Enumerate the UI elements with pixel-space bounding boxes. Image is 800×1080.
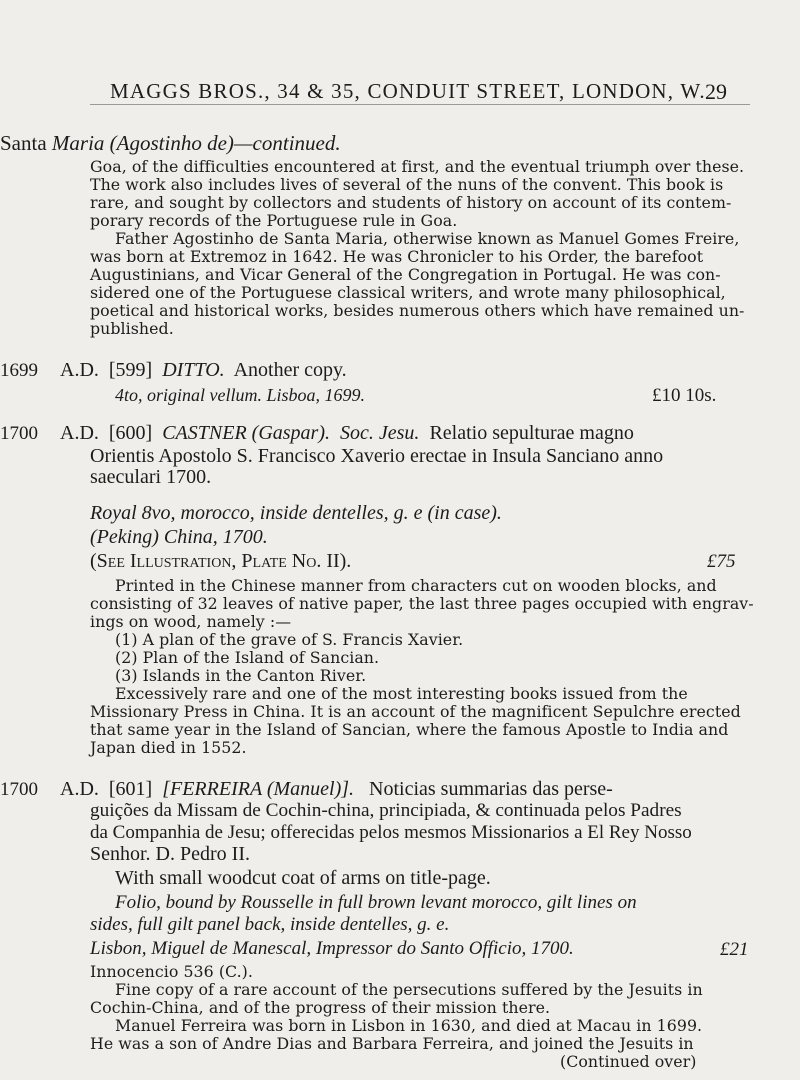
entry-note: ings on wood, namely :—	[90, 612, 292, 632]
entry-note: consisting of 32 leaves of native paper, the last three pages occupied with engrav-	[90, 594, 754, 614]
page-number: 29	[705, 78, 727, 104]
entry-description: With small woodcut coat of arms on title-page.	[115, 866, 491, 889]
entry-reference: Innocencio 536 (C.).	[90, 962, 253, 982]
entry-binding: sides, full gilt panel back, inside dentelles, g. e.	[90, 914, 450, 936]
heading-italic: Maria (Agostinho de)—continued.	[51, 130, 341, 155]
entry-note: Manuel Ferreira was born in Lisbon in 1630, and died at Macau in 1699.	[115, 1016, 703, 1036]
entry-price: £10 10s.	[652, 384, 717, 406]
continuation-line: The work also includes lives of several of the nuns of the convent. This book is	[90, 175, 724, 195]
entry-price: £75	[707, 551, 736, 573]
entry-year: 1700	[0, 423, 38, 445]
continuation-line: published.	[90, 319, 174, 339]
entry-note: (3) Islands in the Canton River.	[115, 666, 367, 686]
entry-title-line: guições da Missam de Cochin-china, principiada, & continuada pelos Padres	[90, 800, 682, 822]
heading-name: Santa	[0, 130, 47, 155]
entry-note: Fine copy of a rare account of the persecutions suffered by the Jesuits in	[115, 980, 703, 1000]
continuation-heading	[0, 130, 341, 155]
entry-format: 4to, original vellum. Lisboa, 1699.	[115, 384, 366, 405]
continuation-line: sidered one of the Portuguese classical writers, and wrote many philosophical,	[90, 283, 726, 303]
entry-note: Cochin-China, and of the progress of their mission there.	[90, 998, 551, 1018]
entry-binding: Folio, bound by Rousselle in full brown levant morocco, gilt lines on	[115, 891, 637, 913]
entry-title-line: Orientis Apostolo S. Francisco Xaverio erectae in Insula Sanciano anno	[90, 444, 664, 467]
entry-heading: A.D. [600] CASTNER (Gaspar). Soc. Jesu. Relatio sepulturae magno	[60, 422, 634, 445]
entry-note: Printed in the Chinese manner from characters cut on wooden blocks, and	[115, 576, 717, 596]
entry-heading: A.D. [601] [FERREIRA (Manuel)]. Noticias summarias das perse-	[60, 777, 613, 800]
entry-note: (1) A plan of the grave of S. Francis Xavier.	[115, 630, 464, 650]
continuation-line: rare, and sought by collectors and students of history on account of its contem-	[90, 193, 732, 213]
entry-binding: Royal 8vo, morocco, inside dentelles, g. e (in case).	[90, 502, 502, 525]
entry-note: Japan died in 1552.	[90, 738, 247, 758]
entry-imprint: Lisbon, Miguel de Manescal, Impressor do Santo Officio, 1700.	[90, 937, 574, 959]
entry-note: Missionary Press in China. It is an account of the magnificent Sepulchre erected	[90, 702, 741, 722]
entry-title-line: da Companhia de Jesu; offerecidas pelos mesmos Missionarios a El Rey Nosso	[90, 821, 692, 843]
entry-title-line: Senhor. D. Pedro II.	[90, 843, 250, 866]
continuation-line: Augustinians, and Vicar General of the Congregation in Portugal. He was con-	[90, 265, 721, 285]
continuation-line: poetical and historical works, besides numerous others which have remained un-	[90, 301, 745, 321]
entry-note: that same year in the Island of Sancian, where the famous Apostle to India and	[90, 720, 729, 740]
entry-price: £21	[720, 938, 749, 960]
entry-year: 1700	[0, 778, 38, 800]
continued-note: (Continued over)	[560, 1052, 697, 1071]
header-rule	[90, 104, 750, 105]
continuation-line: Goa, of the difficulties encountered at first, and the eventual triumph over these.	[90, 157, 745, 177]
entry-note: (2) Plan of the Island of Sancian.	[115, 648, 380, 668]
entry-see-plate: (See Illustration, Plate No. II).	[90, 550, 352, 573]
entry-heading: A.D. [599] DITTO. Another copy.	[60, 358, 347, 381]
page-header: MAGGS BROS., 34 & 35, CONDUIT STREET, LONDON, W.	[110, 78, 706, 103]
entry-title-line: saeculari 1700.	[90, 466, 212, 489]
entry-note: Excessively rare and one of the most interesting books issued from the	[115, 684, 688, 704]
continuation-line: was born at Extremoz in 1642. He was Chronicler to his Order, the barefoot	[90, 247, 704, 267]
entry-imprint: (Peking) China, 1700.	[90, 525, 268, 548]
entry-note: He was a son of Andre Dias and Barbara Ferreira, and joined the Jesuits in	[90, 1034, 694, 1054]
continuation-line: porary records of the Portuguese rule in Goa.	[90, 211, 458, 231]
continuation-line: Father Agostinho de Santa Maria, otherwise known as Manuel Gomes Freire,	[115, 229, 740, 249]
entry-year: 1699	[0, 359, 38, 381]
